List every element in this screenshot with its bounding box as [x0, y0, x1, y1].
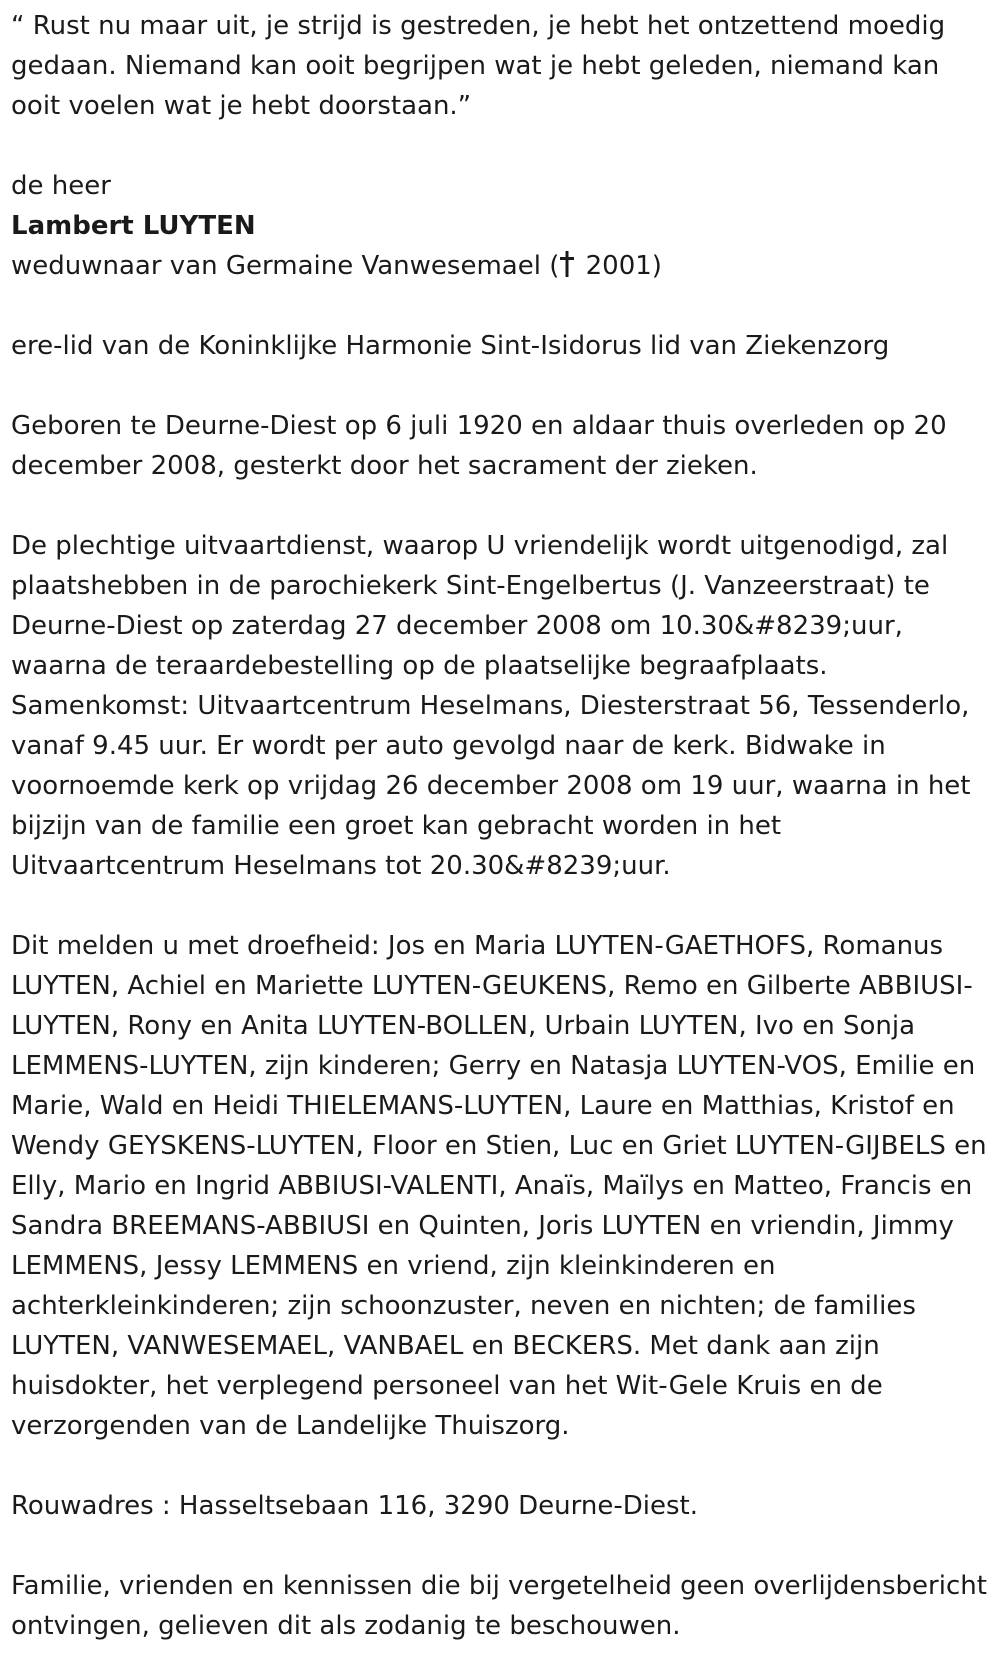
- widower-line: [11, 246, 989, 286]
- birth-death-paragraph: Geboren te Deurne-Diest op 6 juli 1920 en aldaar thuis overleden op 20 december 2008, gesterkt door het sacrament der zieken.: [11, 411, 947, 481]
- spacer: [11, 1446, 989, 1486]
- spacer: [11, 486, 989, 526]
- family-paragraph: Dit melden u met droefheid: Jos en Maria LUYTEN-GAETHOFS, Romanus LUYTEN, Achiel en Mariette LUYTEN-GEUKENS, Remo en Gilberte ABBIUSI-LUYTEN, Rony en Anita LUYTEN-BOLLEN, Urbain LUYTEN, Ivo en Sonja LEMMENS-LUYTEN, zijn kinderen; Gerry en Natasja LUYTEN-VOS, Emilie en Marie, Wald en Heidi THIELEMANS-LUYTEN, Laure en Matthias, Kristof en Wendy GEYSKENS-LUYTEN, Floor en Stien, Luc en Griet LUYTEN-GIJBELS en Elly, Mario en Ingrid ABBIUSI-VALENTI, Anaïs, Maïlys en Matteo, Francis en Sandra BREEMANS-ABBIUSI en Quinten, Joris LUYTEN en vriendin, Jimmy LEMMENS, Jessy LEMMENS en vriend, zijn kleinkinderen en achterkleinkinderen; zijn schoonzuster, neven en nichten; de families LUYTEN, VANWESEMAEL, VANBAEL en BECKERS. Met dank aan zijn huisdokter, het verplegend personeel van het Wit-Gele Kruis en de verzorgenden van de Landelijke Thuiszorg.: [11, 931, 987, 1441]
- widower-text-after: 2001): [577, 251, 662, 281]
- spacer: [11, 1526, 989, 1566]
- title-prefix: de heer: [11, 171, 111, 201]
- funeral-paragraph: De plechtige uitvaartdienst, waarop U vriendelijk wordt uitgenodigd, zal plaatshebben in de parochiekerk Sint-Engelbertus (J. Vanzeerstraat) te Deurne-Diest op zaterdag 27 december 2008 om 10.30&#8239;uur, waarna de teraardebestelling op de plaatselijke begraafplaats. Samenkomst: Uitvaartcentrum Heselmans, Diesterstraat 56, Tessenderlo, vanaf 9.45 uur. Er wordt per auto gevolgd naar de kerk. Bidwake in voornoemde kerk op vrijdag 26 december 2008 om 19 uur, waarna in het bijzijn van de familie een groet kan gebracht worden in het Uitvaartcentrum Heselmans tot 20.30&#8239;uur.: [11, 531, 971, 881]
- closing-note: Familie, vrienden en kennissen die bij vergetelheid geen overlijdensbericht ontvingen, gelieven dit als zodanig te beschouwen.: [11, 1571, 987, 1641]
- spacer: [11, 886, 989, 926]
- cross-icon: [559, 251, 575, 277]
- spacer: [11, 286, 989, 326]
- memorial-quote: “ Rust nu maar uit, je strijd is gestreden, je hebt het ontzettend moedig gedaan. Niemand kan ooit begrijpen wat je hebt geleden, niemand kan ooit voelen wat je hebt doorstaan.”: [11, 11, 946, 121]
- mourning-address: Rouwadres : Hasseltsebaan 116, 3290 Deurne-Diest.: [11, 1491, 698, 1521]
- spacer: [11, 126, 989, 166]
- deceased-name: Lambert LUYTEN: [11, 211, 256, 241]
- widower-text-before: weduwnaar van Germaine Vanwesemael (: [11, 251, 560, 281]
- membership-line: ere-lid van de Koninklijke Harmonie Sint-Isidorus lid van Ziekenzorg: [11, 331, 890, 361]
- spacer: [11, 366, 989, 406]
